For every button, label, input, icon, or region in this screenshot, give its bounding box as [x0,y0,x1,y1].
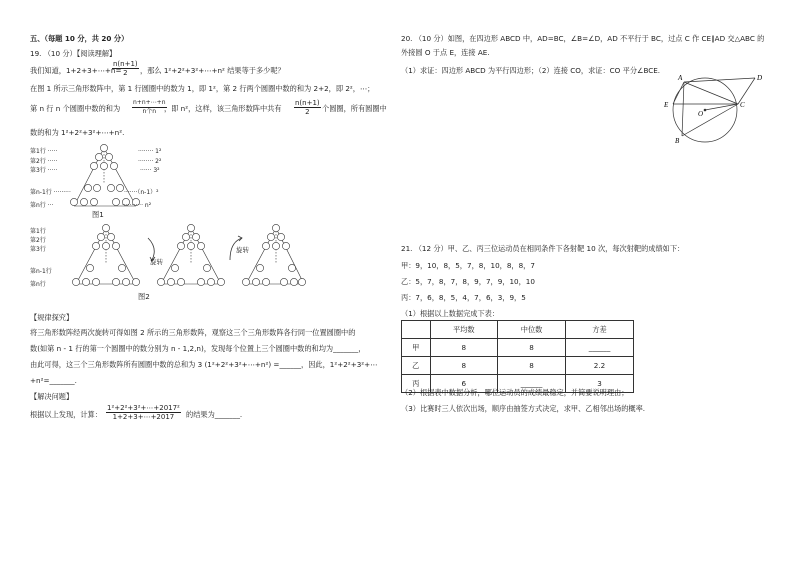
fig2-triangle-arrays [66,220,306,295]
label-C: C [740,101,745,109]
q21-line-1: 21. （12 分）甲、乙、丙三位运动员在相同条件下各射靶 10 次，每次射靶的成绩如下： [401,244,685,253]
table-cell: 8 [498,357,566,375]
frac2-num: n+n+⋯+n [133,99,166,106]
table-row [402,339,634,357]
frac1-den: 2 [123,69,128,77]
q20-geometry-figure [660,70,765,150]
explore-line-3: 由此可得，这三个三角形数阵所有圆圈中数的总和为 3 (1²+2²+3²+⋯+n²) =______，因此，1²+2²+3²+⋯ [30,360,378,369]
q19-line3a: 第 n 行 n 个圆圈中数的和为 [30,104,121,113]
fig1-right-2: ········ 2² [138,158,162,165]
fig2-row-n1-label: 第n-1行 [30,268,52,275]
section-heading: 五、（每题 10 分，共 20 分） [30,34,129,43]
solve-line-start: 根据以上发现，计算： [30,410,102,419]
table-cell: 8 [498,339,566,357]
label-B: B [675,137,680,145]
q19-fraction-2 [132,99,167,116]
q21-jia-scores: 甲：9，10，8，5，7，8，10，8，8，7 [401,261,535,270]
table-cell: 甲 [402,339,431,357]
label-E: E [664,101,669,109]
table-cell: 丙 [402,375,431,393]
table-header-cell: 平均数 [430,321,498,339]
fig1-right-n: ··········· n² [122,202,152,209]
table-cell: 2.2 [566,357,634,375]
table-cell: 8 [430,357,498,375]
q21-bing-scores: 丙：7，6，8，5，4，7，6，3，9，5 [401,293,526,302]
q21-part-2: （2）根据表中数据分析，哪位运动员的成绩最稳定，并简要说明理由； [401,388,629,397]
q21-yi-scores: 乙：5，7，8，7，8，9，7，9，10，10 [401,277,535,286]
q19-fraction-1 [112,60,139,77]
frac1-num: n(n+1) [113,60,138,68]
stats-table [401,320,634,393]
q19-line1a: 我们知道，1+2+3+⋯+n= [30,66,122,75]
table-cell: 乙 [402,357,431,375]
explore-heading: 【规律探究】 [30,313,74,322]
label-D: D [757,74,763,82]
fig2-row-3-label: 第3行 [30,246,46,253]
q20-line-3: （1）求证：四边形 ABCD 为平行四边形；（2）连接 CO，求证：CO 平分∠BCE. [401,66,661,75]
fig2-row-n-label: 第n行 [30,281,46,288]
q19-line2: 在图 1 所示三角形数阵中，第 1 行圆圈中的数为 1，即 1²，第 2 行两个圆圈中数的和为 2+2，即 2²，⋯； [30,84,375,93]
q20-line-2: 外接圆 O 于点 E，连接 AE. [401,48,490,57]
q19-line4: 数的和为 1²+2²+3²+⋯+n². [30,128,125,137]
q19-line3b: ，即 n²，这样，该三角形数阵中共有 [164,104,282,113]
solve-frac-num: 1²+2²+3²+⋯+2017² [107,404,180,412]
table-header-cell: 中位数 [498,321,566,339]
table-header-row [402,321,634,339]
frac3-num: n(n+1) [295,99,320,107]
fig1-row-2-label: 第2行 ····· [30,158,58,165]
fig1-row-1-label: 第1行 ····· [30,148,58,155]
fig1-caption: 图1 [92,210,104,219]
q19-heading: 19. （10 分）【阅读理解】 [30,49,117,58]
table-header-cell [402,321,431,339]
fig1-row-3-label: 第3行 ····· [30,167,58,174]
table-header-cell: 方差 [566,321,634,339]
frac2-den: n个n [142,108,157,115]
fig2-row-1-label: 第1行 [30,228,46,235]
fig1-row-n-label: 第n行 ··· [30,202,54,209]
table-cell: 8 [430,339,498,357]
fig1-right-1: ········ 1² [138,148,162,155]
q21-part-3: （3）比赛时三人依次出场，顺序由抽签方式决定，求甲、乙相邻出场的概率. [401,404,646,413]
solve-fraction [106,404,181,421]
table-row [402,357,634,375]
label-A: A [678,74,683,82]
fig1-right-n1: ·······（n-1）² [124,189,159,196]
q20-line-1: 20. （10 分）如图，在四边形 ABCD 中，AD=BC，∠B=∠D，AD 不平行于 BC，过点 C 作 CE∥AD 交△ABC 的 [401,34,765,43]
solve-heading: 【解决问题】 [30,392,74,401]
fig1-row-n1-label: 第n-1行 ········· [30,189,71,196]
explore-line-4: +n²=_______. [30,376,77,385]
q19-line3c: 个圆圈，所有圆圈中 [322,104,387,113]
fig2-rotate-label-2: 旋转 [236,246,249,254]
q21-part-1: （1）根据以上数据完成下表： [401,309,500,318]
label-O: O [698,110,704,118]
q19-line1b: ，那么 1²+2²+3²+⋯+n² 结果等于多少呢？ [140,66,285,75]
table-cell: 6 [430,375,498,393]
fig2-caption: 图2 [138,292,150,301]
q19-fraction-3 [294,99,321,116]
table-cell: ______ [566,339,634,357]
fig2-rotate-label-1: 旋转 [150,258,163,266]
table-cell: ______ [498,375,566,393]
frac3-den: 2 [305,108,310,116]
solve-line-end: 的结果为_______. [186,410,243,419]
table-cell: 3 [566,375,634,393]
explore-line-2: 数(如第 n - 1 行的第一个圆圈中的数分别为 n - 1,2,n)，发现每个位置上三个圆圈中数的和均为_______， [30,344,366,353]
fig1-right-3: ······ 3² [140,167,160,174]
explore-line-1: 将三角形数阵经两次旋转可得如图 2 所示的三角形数阵，观察这三个三角形数阵各行同一位置圆圈中的 [30,328,356,337]
fig2-row-2-label: 第2行 [30,237,46,244]
solve-frac-den: 1+2+3+⋯+2017 [112,413,175,421]
